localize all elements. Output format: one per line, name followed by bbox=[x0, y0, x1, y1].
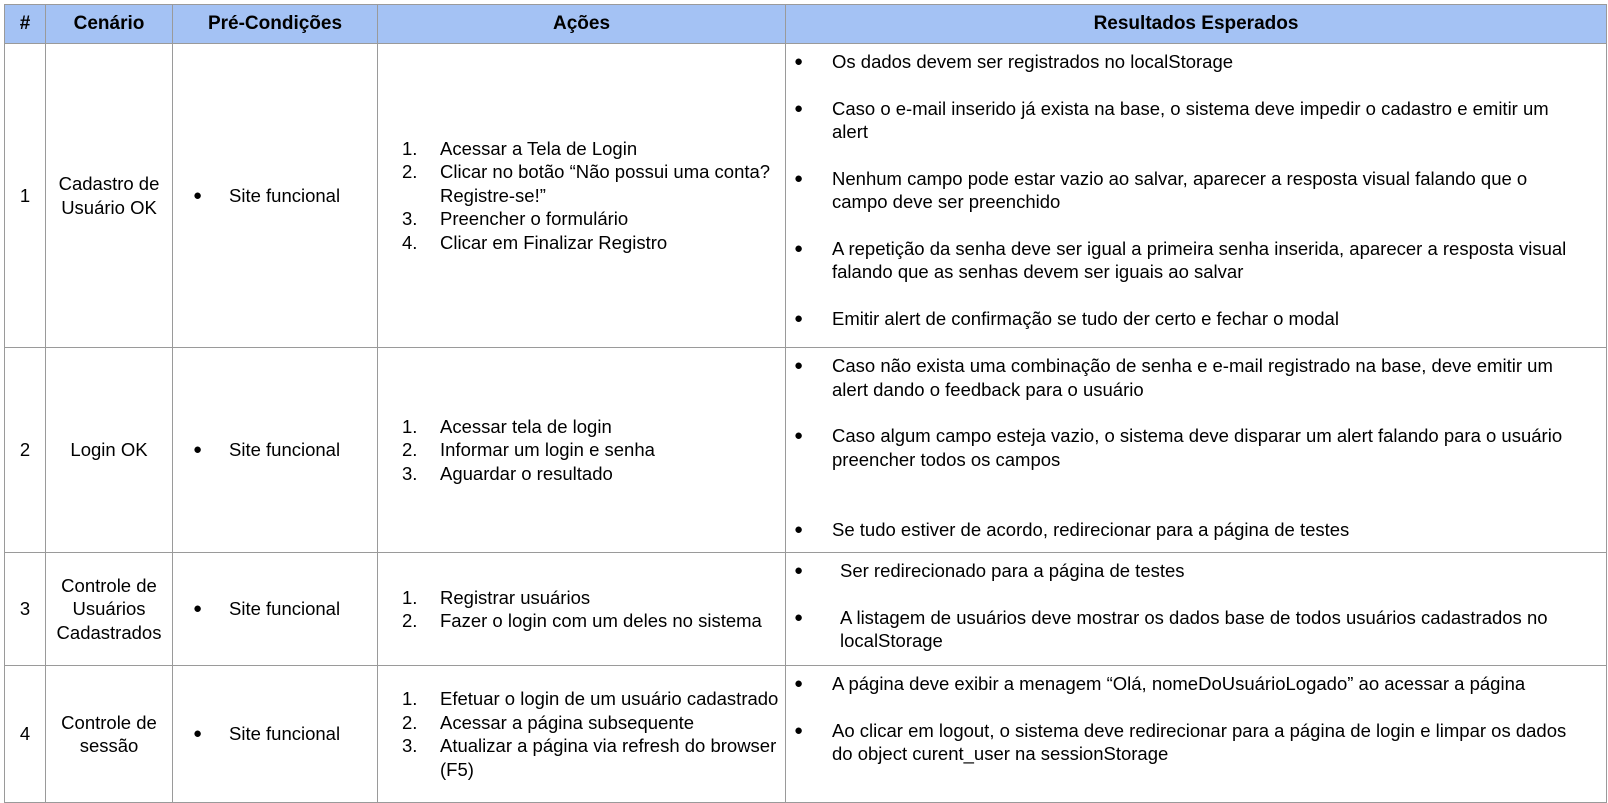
row-number: 1 bbox=[5, 44, 46, 348]
results-cell bbox=[786, 348, 1607, 553]
row-number: 2 bbox=[5, 348, 46, 553]
action-item: 3. Aguardar o resultado bbox=[402, 462, 613, 484]
result-item: ● A página deve exibir a menagem “Olá, nomeDoUsuárioLogado” ao acessar a página bbox=[794, 673, 1526, 694]
action-item: 1. Efetuar o login de um usuário cadastrado bbox=[402, 688, 779, 709]
header-scenario: Cenário bbox=[46, 5, 173, 44]
precondition-cell bbox=[173, 553, 378, 666]
bullet-icon: ● bbox=[794, 99, 804, 117]
bullet-icon: ● bbox=[794, 608, 804, 626]
bullet-icon: ● bbox=[193, 441, 203, 459]
precondition-cell bbox=[173, 348, 378, 553]
action-item: 2. Fazer o login com um deles no sistema bbox=[402, 610, 762, 631]
action-item: 1. Acessar a Tela de Login bbox=[402, 137, 638, 159]
precondition-text: Site funcional bbox=[229, 723, 341, 745]
actions-cell bbox=[378, 666, 786, 803]
bullet-icon: ● bbox=[794, 169, 804, 187]
result-item: ● A listagem de usuários deve mostrar os dados base de todos usuários cadastrados no localStorage bbox=[794, 606, 1548, 651]
table-row bbox=[5, 666, 1607, 803]
table-row bbox=[5, 348, 1607, 553]
result-item: ● Ser redirecionado para a página de testes bbox=[794, 560, 1185, 581]
bullet-icon: ● bbox=[794, 675, 804, 692]
action-item: 2. Clicar no botão “Não possui uma conta? Registre-se!” bbox=[402, 161, 771, 206]
row-number: 4 bbox=[5, 666, 46, 803]
row-number: 3 bbox=[5, 553, 46, 666]
bullet-icon: ● bbox=[794, 309, 804, 327]
scenario-cell bbox=[46, 348, 173, 553]
action-item: 2. Acessar a página subsequente bbox=[402, 711, 695, 733]
bullet-icon: ● bbox=[794, 53, 804, 70]
action-item: 2. Informar um login e senha bbox=[402, 439, 655, 461]
scenario-line: Usuários bbox=[72, 598, 146, 620]
scenario-line: Cadastro de bbox=[58, 173, 160, 194]
bullet-icon: ● bbox=[794, 427, 804, 444]
bullet-icon: ● bbox=[193, 600, 203, 618]
results-cell bbox=[786, 553, 1607, 666]
action-item: 1. Registrar usuários bbox=[402, 586, 591, 608]
scenario-line: Usuário OK bbox=[61, 196, 157, 218]
result-item: ● Caso algum campo esteja vazio, o sistema deve disparar um alert falando para o usuário preencher todos os campos bbox=[794, 425, 1563, 470]
result-item: ● Se tudo estiver de acordo, redirecionar para a página de testes bbox=[794, 519, 1350, 540]
scenario-line: Controle de bbox=[61, 711, 157, 733]
header-row bbox=[5, 5, 1607, 44]
header-preconditions: Pré-Condições bbox=[173, 5, 378, 44]
scenario-cell bbox=[46, 553, 173, 666]
action-item: 4. Clicar em Finalizar Registro bbox=[402, 231, 668, 253]
results-cell bbox=[786, 666, 1607, 803]
actions-cell bbox=[378, 348, 786, 553]
result-item: ● Ao clicar em logout, o sistema deve redirecionar para a página de login e limpar os dados do object curent_user na sessionStorage bbox=[794, 719, 1567, 764]
actions-cell bbox=[378, 553, 786, 666]
scenario-cell bbox=[46, 44, 173, 348]
header-expected-results: Resultados Esperados bbox=[786, 5, 1607, 44]
scenario-line: Controle de bbox=[61, 574, 157, 596]
precondition-text: Site funcional bbox=[229, 439, 341, 461]
scenario-line: Login OK bbox=[70, 439, 148, 461]
actions-cell bbox=[378, 44, 786, 348]
bullet-icon: ● bbox=[193, 186, 203, 204]
bullet-icon: ● bbox=[794, 721, 804, 739]
bullet-icon: ● bbox=[794, 562, 804, 579]
table-row bbox=[5, 553, 1607, 666]
precondition-cell bbox=[173, 666, 378, 803]
results-cell bbox=[786, 44, 1607, 348]
scenario-line: Cadastrados bbox=[56, 621, 162, 643]
header-actions: Ações bbox=[378, 5, 786, 44]
action-item: 1. Acessar tela de login bbox=[402, 415, 612, 437]
test-cases-table bbox=[4, 4, 1607, 803]
action-item: 3. Atualizar a página via refresh do browser (F5) bbox=[402, 735, 777, 780]
bullet-icon: ● bbox=[193, 725, 203, 743]
result-item: ● Emitir alert de confirmação se tudo der certo e fechar o modal bbox=[794, 307, 1339, 329]
bullet-icon: ● bbox=[794, 521, 804, 538]
result-item: ● Os dados devem ser registrados no localStorage bbox=[794, 51, 1234, 72]
scenario-line: sessão bbox=[79, 735, 139, 756]
result-item: ● Caso o e-mail inserido já exista na base, o sistema deve impedir o cadastro e emitir um alert bbox=[794, 97, 1549, 142]
scenario-cell bbox=[46, 666, 173, 803]
precondition-text: Site funcional bbox=[229, 598, 341, 620]
header-number: # bbox=[5, 5, 46, 44]
result-item: ● A repetição da senha deve ser igual a primeira senha inserida, aparecer a resposta visual falando que as senhas devem ser iguais ao salvar bbox=[794, 237, 1567, 282]
precondition-text: Site funcional bbox=[229, 184, 341, 206]
result-item: ● Nenhum campo pode estar vazio ao salvar, aparecer a resposta visual falando que o campo deve ser preenchido bbox=[794, 167, 1528, 212]
result-item: ● Caso não exista uma combinação de senha e e-mail registrado na base, deve emitir um alert dando o feedback para o usuário bbox=[794, 355, 1553, 400]
table-row bbox=[5, 44, 1607, 348]
action-item: 3. Preencher o formulário bbox=[402, 208, 629, 230]
bullet-icon: ● bbox=[794, 239, 804, 257]
precondition-cell bbox=[173, 44, 378, 348]
bullet-icon: ● bbox=[794, 357, 804, 374]
